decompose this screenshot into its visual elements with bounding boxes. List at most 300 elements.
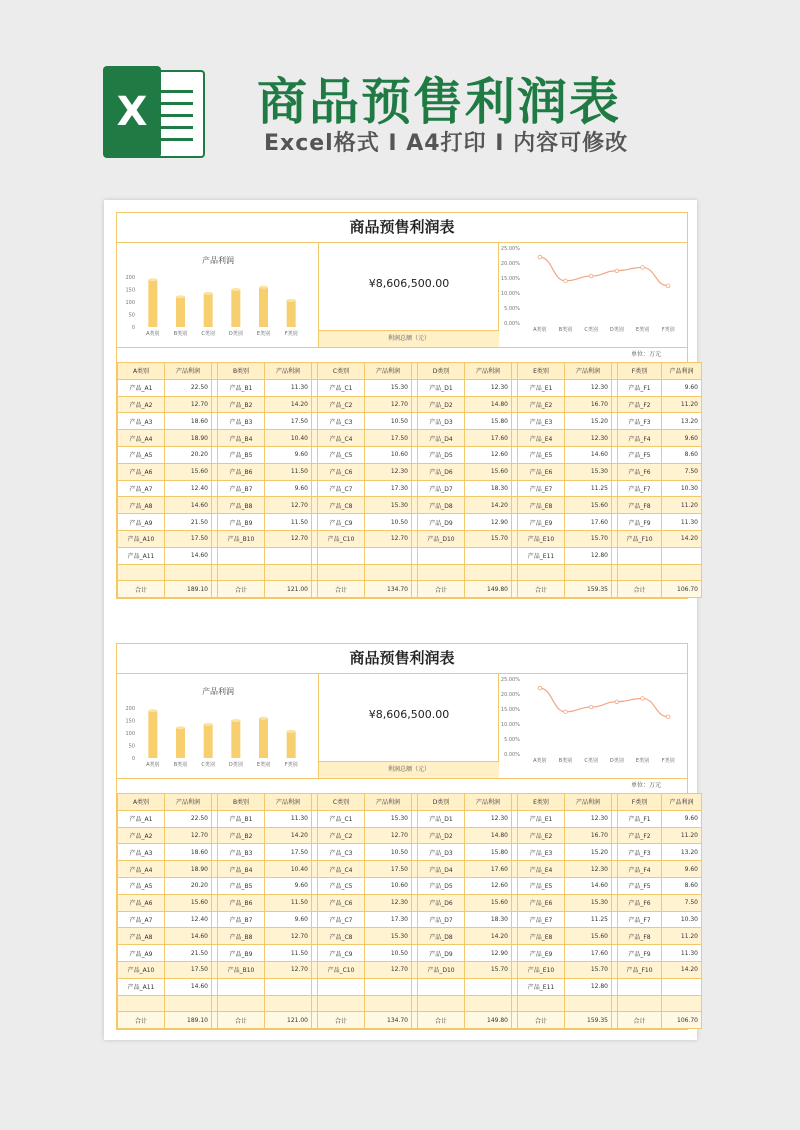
product-name-cell[interactable]: 产品_A4 (118, 861, 165, 878)
product-profit-cell[interactable]: 15.30 (565, 463, 612, 480)
product-profit-cell[interactable]: 14.60 (165, 978, 212, 995)
product-name-cell[interactable]: 产品_B8 (218, 497, 265, 514)
product-profit-cell[interactable]: 11.30 (662, 514, 702, 531)
product-name-cell[interactable]: 产品_E11 (518, 547, 565, 564)
product-name-cell[interactable]: 产品_A9 (118, 945, 165, 962)
product-name-cell[interactable]: 产品_D10 (418, 530, 465, 547)
product-profit-cell[interactable]: 15.30 (365, 928, 412, 945)
product-profit-cell[interactable]: 12.90 (465, 945, 512, 962)
product-profit-cell[interactable]: 17.30 (365, 480, 412, 497)
product-name-cell[interactable]: 产品_D6 (418, 463, 465, 480)
product-name-cell[interactable] (618, 564, 662, 581)
product-name-cell[interactable]: 产品_D7 (418, 911, 465, 928)
product-name-cell[interactable]: 产品_D5 (418, 877, 465, 894)
product-profit-cell[interactable] (565, 564, 612, 581)
product-name-cell[interactable]: 产品_A7 (118, 480, 165, 497)
product-name-cell[interactable] (318, 978, 365, 995)
product-profit-cell[interactable]: 8.60 (662, 877, 702, 894)
product-name-cell[interactable]: 产品_B10 (218, 961, 265, 978)
product-name-cell[interactable]: 产品_E5 (518, 877, 565, 894)
product-profit-cell[interactable]: 12.80 (565, 547, 612, 564)
product-name-cell[interactable]: 产品_B10 (218, 530, 265, 547)
product-name-cell[interactable] (418, 547, 465, 564)
product-profit-cell[interactable]: 7.50 (662, 894, 702, 911)
product-name-cell[interactable]: 产品_C3 (318, 413, 365, 430)
product-profit-cell[interactable]: 12.40 (165, 480, 212, 497)
product-name-cell[interactable]: 产品_B5 (218, 877, 265, 894)
product-name-cell[interactable]: 产品_B4 (218, 430, 265, 447)
product-profit-cell[interactable]: 15.30 (565, 894, 612, 911)
product-name-cell[interactable]: 产品_C9 (318, 945, 365, 962)
product-name-cell[interactable]: 产品_B6 (218, 894, 265, 911)
product-profit-cell[interactable]: 10.50 (365, 514, 412, 531)
product-profit-cell[interactable] (265, 978, 312, 995)
product-name-cell[interactable]: 产品_E9 (518, 945, 565, 962)
product-profit-cell[interactable]: 12.70 (265, 961, 312, 978)
product-name-cell[interactable]: 产品_D3 (418, 844, 465, 861)
product-name-cell[interactable]: 产品_F1 (618, 379, 662, 396)
product-name-cell[interactable]: 产品_F3 (618, 844, 662, 861)
product-name-cell[interactable]: 产品_C4 (318, 430, 365, 447)
product-profit-cell[interactable]: 15.70 (465, 530, 512, 547)
product-name-cell[interactable]: 产品_D10 (418, 961, 465, 978)
product-profit-cell[interactable]: 15.60 (465, 894, 512, 911)
total-profit-label: 利润总额（元） (319, 330, 499, 347)
product-name-cell[interactable]: 产品_C1 (318, 379, 365, 396)
product-profit-cell[interactable]: 14.60 (565, 877, 612, 894)
product-profit-cell[interactable]: 12.30 (365, 894, 412, 911)
product-name-cell[interactable]: 产品_B9 (218, 945, 265, 962)
product-profit-cell[interactable]: 14.80 (465, 827, 512, 844)
product-name-cell[interactable]: 产品_A4 (118, 430, 165, 447)
product-name-cell[interactable]: 产品_A2 (118, 827, 165, 844)
product-name-cell[interactable]: 产品_E7 (518, 480, 565, 497)
product-profit-cell[interactable]: 14.20 (662, 530, 702, 547)
product-name-cell[interactable]: 产品_B7 (218, 911, 265, 928)
product-name-cell[interactable]: 产品_F7 (618, 480, 662, 497)
product-name-cell[interactable]: 产品_B6 (218, 463, 265, 480)
product-name-cell[interactable] (418, 978, 465, 995)
product-name-cell[interactable] (318, 564, 365, 581)
product-name-cell[interactable]: 产品_B5 (218, 446, 265, 463)
product-profit-cell[interactable]: 14.60 (165, 497, 212, 514)
product-profit-cell[interactable]: 11.20 (662, 497, 702, 514)
product-name-cell[interactable]: 产品_C4 (318, 861, 365, 878)
product-name-cell[interactable]: 产品_E6 (518, 463, 565, 480)
product-profit-cell[interactable]: 17.60 (465, 861, 512, 878)
product-name-cell[interactable] (418, 995, 465, 1012)
product-profit-cell[interactable]: 12.70 (165, 827, 212, 844)
product-name-cell[interactable]: 产品_B3 (218, 413, 265, 430)
product-profit-cell[interactable]: 17.50 (265, 413, 312, 430)
product-name-cell[interactable]: 产品_B4 (218, 861, 265, 878)
bar-top-cap (231, 719, 240, 722)
product-profit-cell[interactable]: 15.80 (465, 413, 512, 430)
product-profit-cell[interactable] (662, 995, 702, 1012)
product-name-cell[interactable]: 产品_F8 (618, 497, 662, 514)
product-name-cell[interactable]: 产品_A8 (118, 928, 165, 945)
product-profit-cell[interactable]: 12.60 (465, 877, 512, 894)
header-title: 商品预售利润表 (257, 73, 621, 131)
product-profit-cell[interactable]: 12.30 (465, 810, 512, 827)
product-name-cell[interactable]: 产品_B9 (218, 514, 265, 531)
product-profit-cell[interactable]: 12.70 (365, 827, 412, 844)
product-name-cell[interactable]: 产品_E1 (518, 379, 565, 396)
product-profit-cell[interactable]: 12.30 (565, 810, 612, 827)
product-name-cell[interactable]: 产品_D1 (418, 379, 465, 396)
product-name-cell[interactable]: 产品_D9 (418, 945, 465, 962)
product-profit-cell[interactable]: 8.60 (662, 446, 702, 463)
product-name-cell[interactable]: 产品_E3 (518, 844, 565, 861)
product-name-cell[interactable]: 产品_A8 (118, 497, 165, 514)
product-profit-cell[interactable]: 7.50 (662, 463, 702, 480)
product-profit-cell[interactable]: 12.70 (265, 928, 312, 945)
line-x-label: F类别 (661, 758, 675, 764)
product-name-cell[interactable]: 产品_E10 (518, 961, 565, 978)
product-name-cell[interactable]: 产品_F5 (618, 446, 662, 463)
product-name-cell[interactable] (218, 547, 265, 564)
bar-chart-title: 产品利润 (202, 256, 234, 265)
product-profit-cell[interactable]: 12.30 (565, 379, 612, 396)
product-name-cell[interactable] (418, 564, 465, 581)
product-name-cell[interactable]: 产品_B2 (218, 827, 265, 844)
product-profit-cell[interactable]: 15.30 (365, 497, 412, 514)
column-header-profit: 产品利润 (465, 363, 512, 380)
product-name-cell[interactable]: 产品_F6 (618, 894, 662, 911)
product-profit-cell[interactable]: 14.60 (565, 446, 612, 463)
product-name-cell[interactable]: 产品_A10 (118, 530, 165, 547)
product-name-cell[interactable]: 产品_A1 (118, 379, 165, 396)
product-name-cell[interactable]: 产品_C8 (318, 928, 365, 945)
product-name-cell[interactable]: 产品_E3 (518, 413, 565, 430)
product-name-cell[interactable]: 产品_A5 (118, 877, 165, 894)
product-profit-cell[interactable]: 14.20 (465, 928, 512, 945)
product-name-cell[interactable]: 产品_E5 (518, 446, 565, 463)
product-name-cell[interactable]: 产品_E2 (518, 396, 565, 413)
product-profit-cell[interactable]: 9.60 (265, 446, 312, 463)
product-profit-cell[interactable]: 13.20 (662, 844, 702, 861)
product-name-cell[interactable]: 产品_F9 (618, 514, 662, 531)
product-name-cell[interactable]: 产品_F10 (618, 961, 662, 978)
product-profit-cell[interactable]: 22.50 (165, 379, 212, 396)
product-profit-cell[interactable]: 12.70 (165, 396, 212, 413)
product-profit-cell[interactable]: 10.40 (265, 430, 312, 447)
product-profit-cell[interactable]: 15.20 (565, 844, 612, 861)
product-profit-cell[interactable]: 14.60 (165, 547, 212, 564)
product-profit-cell[interactable]: 14.20 (662, 961, 702, 978)
product-profit-cell[interactable] (165, 564, 212, 581)
product-name-cell[interactable]: 产品_E4 (518, 861, 565, 878)
product-profit-cell[interactable]: 15.60 (165, 894, 212, 911)
product-name-cell[interactable]: 产品_E2 (518, 827, 565, 844)
product-profit-cell[interactable]: 15.30 (365, 379, 412, 396)
product-profit-cell[interactable] (365, 547, 412, 564)
product-name-cell[interactable]: 产品_F10 (618, 530, 662, 547)
table-row (118, 945, 702, 962)
product-profit-cell[interactable]: 15.80 (465, 844, 512, 861)
product-name-cell[interactable] (218, 978, 265, 995)
product-name-cell[interactable]: 产品_C1 (318, 810, 365, 827)
product-name-cell[interactable]: 产品_F1 (618, 810, 662, 827)
product-name-cell[interactable]: 产品_A11 (118, 547, 165, 564)
product-profit-cell[interactable]: 12.60 (465, 446, 512, 463)
product-profit-cell[interactable]: 11.25 (565, 911, 612, 928)
product-name-cell[interactable]: 产品_A11 (118, 978, 165, 995)
product-name-cell[interactable]: 产品_D4 (418, 861, 465, 878)
product-name-cell[interactable]: 产品_C6 (318, 463, 365, 480)
product-profit-cell[interactable]: 18.30 (465, 480, 512, 497)
product-name-cell[interactable]: 产品_C10 (318, 961, 365, 978)
product-name-cell[interactable]: 产品_F3 (618, 413, 662, 430)
product-profit-cell[interactable]: 11.30 (662, 945, 702, 962)
product-profit-cell[interactable]: 21.50 (165, 514, 212, 531)
product-name-cell[interactable]: 产品_F2 (618, 396, 662, 413)
total-profit-label: 利润总额（元） (319, 761, 499, 778)
product-profit-cell[interactable]: 17.50 (165, 961, 212, 978)
product-profit-cell[interactable]: 11.20 (662, 827, 702, 844)
product-profit-cell[interactable]: 17.50 (165, 530, 212, 547)
product-profit-cell[interactable]: 15.20 (565, 413, 612, 430)
product-name-cell[interactable]: 产品_E10 (518, 530, 565, 547)
product-name-cell[interactable]: 产品_C5 (318, 877, 365, 894)
product-profit-cell[interactable]: 17.50 (365, 861, 412, 878)
product-profit-cell[interactable] (662, 547, 702, 564)
product-profit-cell[interactable]: 12.70 (265, 530, 312, 547)
product-profit-cell[interactable]: 10.50 (365, 844, 412, 861)
product-profit-cell[interactable]: 10.50 (365, 413, 412, 430)
product-profit-cell[interactable]: 16.70 (565, 827, 612, 844)
product-name-cell[interactable] (318, 547, 365, 564)
product-profit-cell[interactable] (365, 978, 412, 995)
line-y-tick: 20.00% (500, 261, 520, 267)
product-profit-cell[interactable]: 10.50 (365, 945, 412, 962)
product-name-cell[interactable]: 产品_B2 (218, 396, 265, 413)
product-name-cell[interactable]: 产品_D2 (418, 396, 465, 413)
product-profit-cell[interactable]: 16.70 (565, 396, 612, 413)
product-name-cell[interactable]: 产品_F4 (618, 430, 662, 447)
product-profit-cell[interactable]: 12.40 (165, 911, 212, 928)
product-name-cell[interactable]: 产品_A6 (118, 894, 165, 911)
product-name-cell[interactable] (118, 564, 165, 581)
product-profit-cell[interactable]: 9.60 (662, 810, 702, 827)
product-profit-cell[interactable]: 15.70 (565, 530, 612, 547)
product-profit-cell[interactable]: 10.30 (662, 911, 702, 928)
product-profit-cell[interactable]: 11.50 (265, 463, 312, 480)
product-profit-cell[interactable]: 15.60 (465, 463, 512, 480)
product-name-cell[interactable]: 产品_E8 (518, 497, 565, 514)
product-profit-cell[interactable]: 10.60 (365, 446, 412, 463)
product-profit-cell[interactable]: 13.20 (662, 413, 702, 430)
product-name-cell[interactable]: 产品_D4 (418, 430, 465, 447)
product-profit-cell[interactable]: 12.90 (465, 514, 512, 531)
product-name-cell[interactable]: 产品_A10 (118, 961, 165, 978)
product-profit-cell[interactable]: 17.60 (565, 945, 612, 962)
product-name-cell[interactable]: 产品_B8 (218, 928, 265, 945)
product-name-cell[interactable]: 产品_D3 (418, 413, 465, 430)
product-name-cell[interactable]: 产品_A7 (118, 911, 165, 928)
product-name-cell[interactable]: 产品_C7 (318, 911, 365, 928)
product-profit-cell[interactable]: 14.20 (265, 827, 312, 844)
product-profit-cell[interactable] (662, 564, 702, 581)
product-name-cell[interactable]: 产品_E6 (518, 894, 565, 911)
product-name-cell[interactable]: 产品_F9 (618, 945, 662, 962)
product-name-cell[interactable]: 产品_D1 (418, 810, 465, 827)
product-profit-cell[interactable]: 9.60 (265, 877, 312, 894)
product-profit-cell[interactable]: 21.50 (165, 945, 212, 962)
product-profit-cell[interactable]: 11.50 (265, 894, 312, 911)
product-name-cell[interactable]: 产品_B1 (218, 379, 265, 396)
product-profit-cell[interactable]: 12.70 (365, 530, 412, 547)
product-name-cell[interactable] (618, 978, 662, 995)
product-profit-cell[interactable]: 18.30 (465, 911, 512, 928)
product-name-cell[interactable]: 产品_C3 (318, 844, 365, 861)
product-name-cell[interactable]: 产品_C2 (318, 396, 365, 413)
product-profit-cell[interactable]: 22.50 (165, 810, 212, 827)
product-name-cell[interactable]: 产品_D9 (418, 514, 465, 531)
product-profit-cell[interactable]: 12.30 (365, 463, 412, 480)
product-profit-cell[interactable]: 17.60 (465, 430, 512, 447)
product-profit-cell[interactable] (465, 978, 512, 995)
product-profit-cell[interactable]: 15.60 (165, 463, 212, 480)
product-name-cell[interactable]: 产品_E1 (518, 810, 565, 827)
product-profit-cell[interactable]: 17.30 (365, 911, 412, 928)
product-profit-cell[interactable]: 17.50 (365, 430, 412, 447)
product-name-cell[interactable]: 产品_B1 (218, 810, 265, 827)
product-name-cell[interactable]: 产品_A1 (118, 810, 165, 827)
product-profit-cell[interactable] (465, 564, 512, 581)
product-name-cell[interactable]: 产品_A3 (118, 844, 165, 861)
product-profit-cell[interactable] (565, 995, 612, 1012)
product-profit-cell[interactable]: 20.20 (165, 877, 212, 894)
product-profit-cell[interactable]: 18.60 (165, 844, 212, 861)
product-profit-cell[interactable]: 11.30 (265, 810, 312, 827)
product-name-cell[interactable] (518, 995, 565, 1012)
product-name-cell[interactable]: 产品_C2 (318, 827, 365, 844)
product-name-cell[interactable]: 产品_A2 (118, 396, 165, 413)
product-profit-cell[interactable] (465, 547, 512, 564)
product-name-cell[interactable]: 产品_D6 (418, 894, 465, 911)
product-profit-cell[interactable]: 11.20 (662, 928, 702, 945)
product-name-cell[interactable]: 产品_F6 (618, 463, 662, 480)
product-profit-cell[interactable]: 18.90 (165, 861, 212, 878)
product-profit-cell[interactable]: 9.60 (662, 861, 702, 878)
product-profit-cell[interactable]: 14.20 (465, 497, 512, 514)
product-name-cell[interactable]: 产品_E8 (518, 928, 565, 945)
product-name-cell[interactable]: 产品_D8 (418, 928, 465, 945)
product-profit-cell[interactable] (365, 564, 412, 581)
product-profit-cell[interactable]: 14.80 (465, 396, 512, 413)
product-name-cell[interactable]: 产品_C6 (318, 894, 365, 911)
product-profit-cell[interactable] (265, 547, 312, 564)
product-profit-cell[interactable]: 9.60 (662, 379, 702, 396)
product-name-cell[interactable]: 产品_A3 (118, 413, 165, 430)
product-profit-cell[interactable]: 11.30 (265, 379, 312, 396)
product-name-cell[interactable]: 产品_D2 (418, 827, 465, 844)
product-profit-cell[interactable]: 15.30 (365, 810, 412, 827)
product-name-cell[interactable] (218, 564, 265, 581)
product-name-cell[interactable]: 产品_F4 (618, 861, 662, 878)
product-profit-cell[interactable]: 20.20 (165, 446, 212, 463)
product-profit-cell[interactable]: 9.60 (662, 430, 702, 447)
product-profit-cell[interactable]: 18.60 (165, 413, 212, 430)
product-profit-cell[interactable]: 15.60 (565, 497, 612, 514)
product-name-cell[interactable]: 产品_A5 (118, 446, 165, 463)
product-profit-cell[interactable]: 9.60 (265, 480, 312, 497)
product-profit-cell[interactable]: 12.70 (365, 396, 412, 413)
product-name-cell[interactable]: 产品_A6 (118, 463, 165, 480)
product-name-cell[interactable]: 产品_D7 (418, 480, 465, 497)
product-profit-cell[interactable]: 11.20 (662, 396, 702, 413)
product-profit-cell[interactable]: 11.50 (265, 945, 312, 962)
product-name-cell[interactable] (118, 995, 165, 1012)
product-name-cell[interactable]: 产品_C8 (318, 497, 365, 514)
product-profit-cell[interactable]: 12.30 (465, 379, 512, 396)
product-profit-cell[interactable]: 14.60 (165, 928, 212, 945)
product-name-cell[interactable]: 产品_F7 (618, 911, 662, 928)
product-name-cell[interactable]: 产品_C5 (318, 446, 365, 463)
product-profit-cell[interactable]: 11.50 (265, 514, 312, 531)
product-profit-cell[interactable]: 11.25 (565, 480, 612, 497)
product-profit-cell[interactable]: 12.70 (265, 497, 312, 514)
product-profit-cell[interactable] (365, 995, 412, 1012)
product-name-cell[interactable]: 产品_F8 (618, 928, 662, 945)
product-name-cell[interactable]: 产品_F2 (618, 827, 662, 844)
product-profit-cell[interactable]: 12.30 (565, 861, 612, 878)
product-profit-cell[interactable]: 10.30 (662, 480, 702, 497)
product-profit-cell[interactable] (265, 995, 312, 1012)
product-name-cell[interactable] (218, 995, 265, 1012)
product-profit-cell[interactable]: 10.60 (365, 877, 412, 894)
product-profit-cell[interactable]: 10.40 (265, 861, 312, 878)
bar-mark (176, 728, 185, 758)
product-profit-cell[interactable]: 15.70 (565, 961, 612, 978)
product-name-cell[interactable]: 产品_C7 (318, 480, 365, 497)
product-profit-cell[interactable] (662, 978, 702, 995)
product-name-cell[interactable]: 产品_C10 (318, 530, 365, 547)
product-name-cell[interactable]: 产品_B7 (218, 480, 265, 497)
product-name-cell[interactable] (318, 995, 365, 1012)
product-name-cell[interactable]: 产品_D8 (418, 497, 465, 514)
product-name-cell[interactable]: 产品_F5 (618, 877, 662, 894)
product-profit-cell[interactable]: 12.80 (565, 978, 612, 995)
product-name-cell[interactable]: 产品_E9 (518, 514, 565, 531)
product-name-cell[interactable] (618, 995, 662, 1012)
product-name-cell[interactable] (518, 564, 565, 581)
product-profit-cell[interactable]: 9.60 (265, 911, 312, 928)
product-profit-cell[interactable]: 18.90 (165, 430, 212, 447)
product-name-cell[interactable] (618, 547, 662, 564)
product-profit-cell[interactable]: 17.60 (565, 514, 612, 531)
product-name-cell[interactable]: 产品_E7 (518, 911, 565, 928)
product-name-cell[interactable]: 产品_D5 (418, 446, 465, 463)
product-profit-cell[interactable]: 14.20 (265, 396, 312, 413)
product-profit-cell[interactable]: 15.70 (465, 961, 512, 978)
product-name-cell[interactable]: 产品_A9 (118, 514, 165, 531)
product-profit-cell[interactable]: 12.30 (565, 430, 612, 447)
product-profit-cell[interactable]: 12.70 (365, 961, 412, 978)
product-profit-cell[interactable] (465, 995, 512, 1012)
product-name-cell[interactable]: 产品_E4 (518, 430, 565, 447)
product-profit-cell[interactable] (265, 564, 312, 581)
product-profit-cell[interactable]: 15.60 (565, 928, 612, 945)
table-header-row (118, 363, 702, 380)
product-name-cell[interactable]: 产品_E11 (518, 978, 565, 995)
product-profit-cell[interactable]: 17.50 (265, 844, 312, 861)
product-name-cell[interactable]: 产品_B3 (218, 844, 265, 861)
product-profit-cell[interactable] (165, 995, 212, 1012)
product-name-cell[interactable]: 产品_C9 (318, 514, 365, 531)
bar-x-label: E类别 (256, 762, 271, 768)
